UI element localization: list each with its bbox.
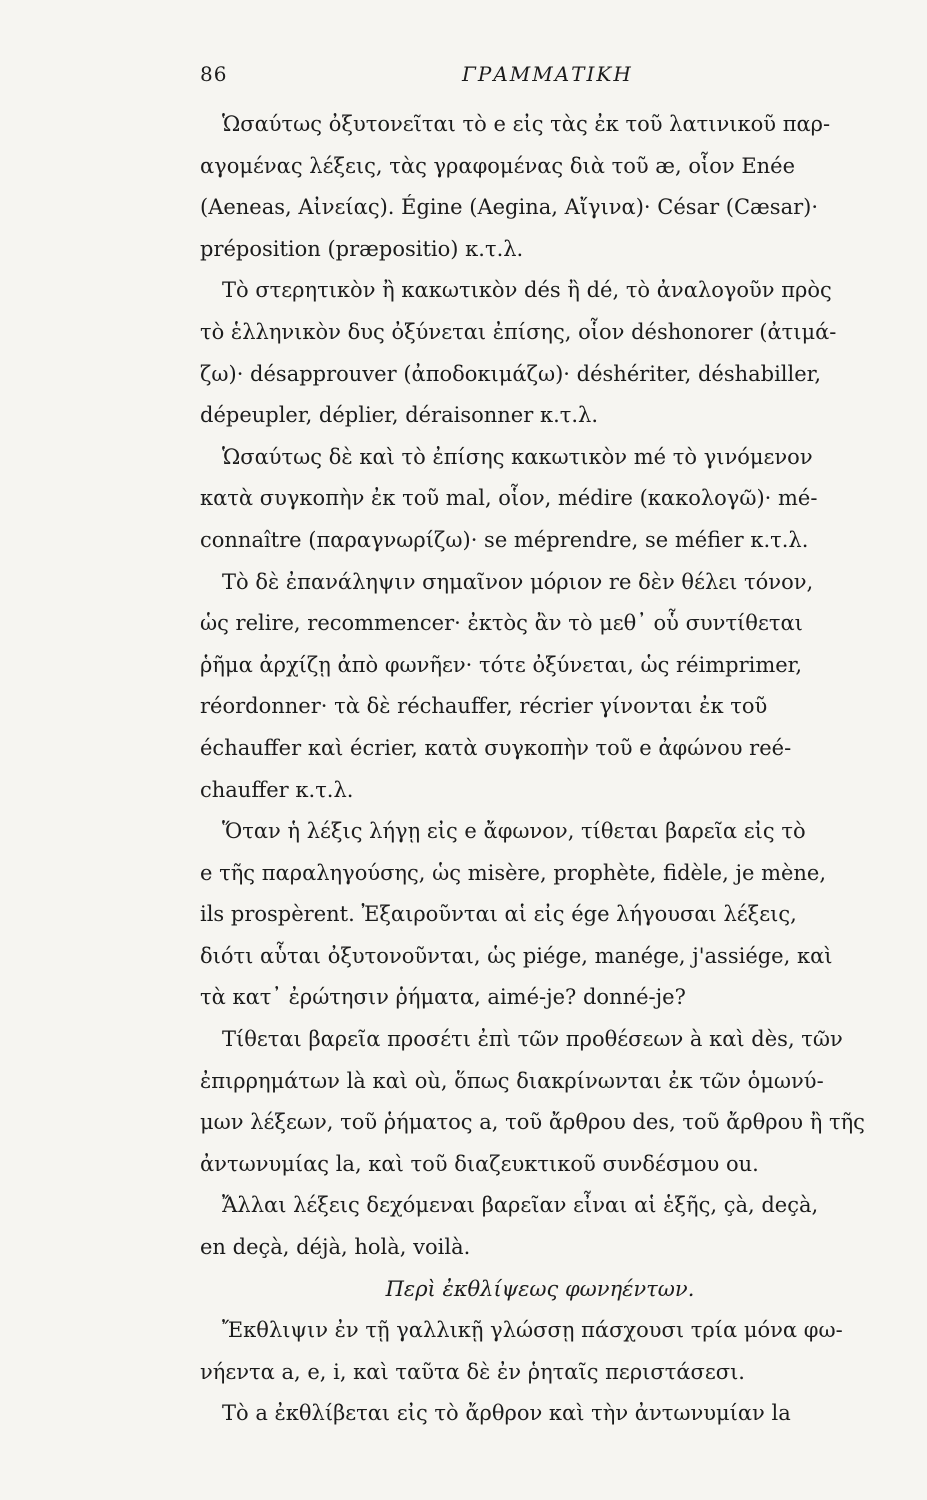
text-line: μων λέξεων, τοῦ ῥήματος a, τοῦ ἄρθρου des, τοῦ ἄρθρου ἢ τῆς — [200, 1110, 865, 1135]
text-line: ἐπιρρημάτων là καὶ où, ὅπως διακρίνωνται ἐκ τῶν ὁμωνύ- — [200, 1068, 824, 1093]
text-line: ἀντωνυμίας la, καὶ τοῦ διαζευκτικοῦ συνδέσμου ou. — [200, 1151, 759, 1176]
text-line: τὰ κατ᾽ ἐρώτησιν ῥήματα, aimé-je? donné-je? — [200, 985, 686, 1010]
text-line: (Aeneas, Αἰνείας). Égine (Aegina, Αἴγινα)· César (Cæsar)· — [200, 195, 818, 220]
text-line: Τίθεται βαρεῖα προσέτι ἐπὶ τῶν προθέσεων à καὶ dès, τῶν — [222, 1027, 843, 1052]
text-line: Ὅταν ἡ λέξις λήγῃ εἰς e ἄφωνον, τίθεται βαρεῖα εἰς τὸ — [222, 819, 806, 844]
body-text — [200, 104, 880, 1435]
text-line: Ὡσαύτως δὲ καὶ τὸ ἐπίσης κακωτικὸν mé τὸ γινόμενον — [222, 444, 813, 469]
page-header — [200, 62, 880, 102]
text-line: διότι αὗται ὀξυτονοῦνται, ὡς piége, manége, j'assiége, καὶ — [200, 943, 833, 968]
text-line: ὡς relire, recommencer· ἐκτὸς ἂν τὸ μεθ᾽ οὗ συντίθεται — [200, 611, 803, 636]
text-line: échauffer καὶ écrier, κατὰ συγκοπὴν τοῦ e ἀφώνου reé- — [200, 735, 792, 760]
text-line: Τὸ στερητικὸν ἢ κακωτικὸν dés ἢ dé, τὸ ἀναλογοῦν πρὸς — [222, 278, 832, 303]
text-line: νήεντα a, e, i, καὶ ταῦτα δὲ ἐν ῥηταῖς περιστάσεσι. — [200, 1359, 745, 1384]
text-line: αγομένας λέξεις, τὰς γραφομένας διὰ τοῦ æ, οἷον Enée — [200, 153, 796, 178]
text-line: Ἄλλαι λέξεις δεχόμεναι βαρεῖαν εἶναι αἱ ἑξῆς, çà, deçà, — [222, 1193, 819, 1218]
text-line: Ἔκθλιψιν ἐν τῇ γαλλικῇ γλώσσῃ πάσχουσι τρία μόνα φω- — [222, 1318, 843, 1343]
section-heading: Περὶ ἐκθλίψεως φωνηέντων. — [385, 1276, 695, 1301]
text-line: préposition (præpositio) κ.τ.λ. — [200, 236, 524, 261]
text-line: dépeupler, déplier, déraisonner κ.τ.λ. — [200, 403, 599, 428]
page-number: 86 — [200, 62, 228, 86]
text-line: ils prospèrent. Ἐξαιροῦνται αἱ εἰς ége λήγουσαι λέξεις, — [200, 902, 797, 927]
text-line: Ὡσαύτως ὀξυτονεῖται τὸ e εἰς τὰς ἐκ τοῦ λατινικοῦ παρ- — [222, 112, 831, 136]
running-title: ΓΡΑΜΜΑΤΙΚΗ — [462, 62, 633, 86]
text-line: ῥῆμα ἀρχίζῃ ἀπὸ φωνῆεν· τότε ὀξύνεται, ὡς réimprimer, — [200, 652, 803, 677]
text-line: ζω)· désapprouver (ἀποδοκιμάζω)· déshériter, déshabiller, — [200, 361, 822, 386]
text-line: Τὸ a ἐκθλίβεται εἰς τὸ ἄρθρον καὶ τὴν ἀντωνυμίαν la — [222, 1401, 791, 1426]
text-line: τὸ ἑλληνικὸν δυς ὀξύνεται ἐπίσης, οἷον déshonorer (ἀτιμά- — [200, 319, 837, 344]
text-line: réordonner· τὰ δὲ réchauffer, récrier γίνονται ἐκ τοῦ — [200, 694, 768, 719]
text-line: Τὸ δὲ ἐπανάληψιν σημαῖνον μόριον re δὲν θέλει τόνον, — [222, 569, 814, 594]
text-line: connaître (παραγνωρίζω)· se méprendre, se méfier κ.τ.λ. — [200, 527, 809, 552]
text-line: κατὰ συγκοπὴν ἐκ τοῦ mal, οἷον, médire (κακολογῶ)· mé- — [200, 486, 818, 511]
text-line: e τῆς παραληγούσης, ὡς misère, prophète, fidèle, je mène, — [200, 860, 827, 885]
text-line: chauffer κ.τ.λ. — [200, 777, 354, 802]
text-line: en deçà, déjà, holà, voilà. — [200, 1235, 471, 1260]
